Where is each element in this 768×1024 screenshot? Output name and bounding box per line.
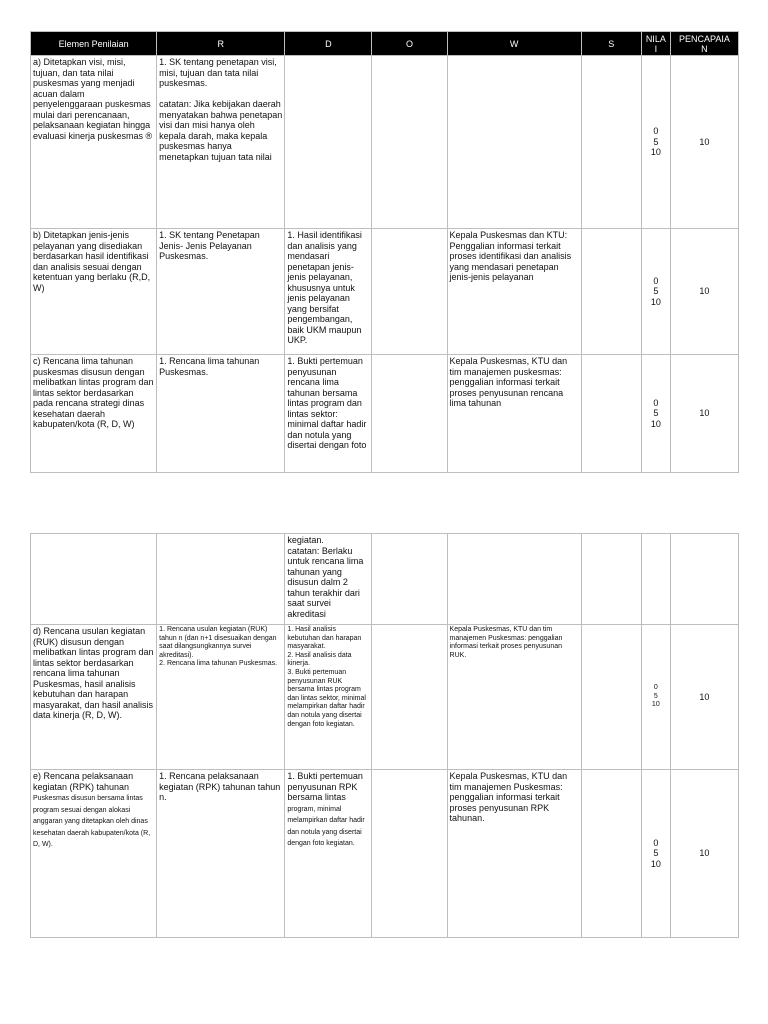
r-cell: 1. SK tentang penetapan visi, misi, tujuan dan tata nilai puskesmas. catatan: Jika kebijakan daerah menyatakan bahwa penetapan visi dan misi hanya oleh kepala darah, maka kepala puskesmas hanya menetapkan tujuan tata nilai bbox=[157, 56, 285, 229]
table-row bbox=[31, 229, 739, 355]
pencapaian-cell: 10 bbox=[670, 770, 738, 938]
pencapaian-cell: 10 bbox=[670, 229, 738, 355]
elemen-cell: c) Rencana lima tahunan puskesmas disusun dengan melibatkan lintas program dan lintas sektor berdasarkan pada rencana strategi dinas kesehatan daerah kabupaten/kota (R, D, W) bbox=[31, 355, 157, 473]
d-cell: 1. Bukti pertemuan penyusunan rencana lima tahunan bersama lintas program dan lintas sektor: minimal daftar hadir dan notula yang disertai dengan foto bbox=[285, 355, 372, 473]
table-row bbox=[31, 56, 739, 229]
s-cell bbox=[581, 355, 641, 473]
r-cell bbox=[157, 534, 285, 625]
d-cell-continued: kegiatan. catatan: Berlaku untuk rencana lima tahunan yang disusun dalm 2 tahun terakhir dari saat survei akreditasi bbox=[285, 534, 372, 625]
w-cell: Kepala Puskesmas, KTU dan tim manajemen Puskesmas: penggalian informasi terkait proses penyusunan RPK tahunan. bbox=[447, 770, 581, 938]
pencapaian-cell: 10 bbox=[670, 625, 738, 770]
w-cell bbox=[447, 534, 581, 625]
s-cell bbox=[581, 625, 641, 770]
s-cell bbox=[581, 56, 641, 229]
s-cell bbox=[581, 534, 641, 625]
table-row bbox=[31, 625, 739, 770]
r-cell: 1. SK tentang Penetapan Jenis- Jenis Pelayanan Puskesmas. bbox=[157, 229, 285, 355]
w-cell: Kepala Puskesmas dan KTU: Penggalian informasi terkait proses identifikasi dan analisis yang mendasari penetapan jenis-jenis pelayanan bbox=[447, 229, 581, 355]
w-cell: Kepala Puskesmas, KTU dan tim manajemen Puskesmas: penggalian informasi terkait proses penyusunan RUK. bbox=[447, 625, 581, 770]
d-text-main: 1. Bukti pertemuan penyusunan RPK bersama lintas bbox=[287, 771, 363, 802]
w-cell bbox=[447, 56, 581, 229]
header-pencapaian: PENCAPAIA N bbox=[670, 32, 738, 56]
header-nilai: NILA I bbox=[641, 32, 670, 56]
pencapaian-cell: 10 bbox=[670, 56, 738, 229]
header-s: S bbox=[581, 32, 641, 56]
s-cell bbox=[581, 229, 641, 355]
d-text-detail: program, minimal melampirkan daftar hadir dan notula yang disertai dengan foto kegiatan. bbox=[287, 805, 365, 848]
header-o: O bbox=[372, 32, 447, 56]
nilai-cell: 0 5 10 bbox=[641, 625, 670, 770]
r-cell: 1. Rencana usulan kegiatan (RUK) tahun n (dan n+1 disesuaikan dengan saat dilangsungkannya survei akreditasi). 2. Rencana lima tahunan Puskesmas. bbox=[157, 625, 285, 770]
w-cell: Kepala Puskesmas, KTU dan tim manajemen puskesmas: penggalian informasi terkait proses penyusunan rencana lima tahunan bbox=[447, 355, 581, 473]
header-row bbox=[31, 32, 739, 56]
o-cell bbox=[372, 534, 447, 625]
o-cell bbox=[372, 625, 447, 770]
assessment-table-part-1 bbox=[30, 31, 739, 473]
elemen-cell: b) Ditetapkan jenis-jenis pelayanan yang disediakan berdasarkan hasil identifikasi dan analisis sesuai dengan ketentuan yang berlaku (R,D, W) bbox=[31, 229, 157, 355]
elemen-cell bbox=[31, 770, 157, 938]
pencapaian-cell: 10 bbox=[670, 355, 738, 473]
d-cell: 1. Hasil identifikasi dan analisis yang mendasari penetapan jenis-jenis pelayanan, khususnya untuk jenis pelayanan yang bersifat pengembangan, baik UKM maupun UKP. bbox=[285, 229, 372, 355]
d-cell bbox=[285, 56, 372, 229]
table-row bbox=[31, 770, 739, 938]
elemen-cell bbox=[31, 534, 157, 625]
nilai-cell: 0 5 10 bbox=[641, 56, 670, 229]
o-cell bbox=[372, 770, 447, 938]
nilai-cell bbox=[641, 534, 670, 625]
continuation-row bbox=[31, 534, 739, 625]
assessment-table-part-2 bbox=[30, 533, 739, 938]
r-cell: 1. Rencana pelaksanaan kegiatan (RPK) tahunan tahun n. bbox=[157, 770, 285, 938]
elemen-cell: d) Rencana usulan kegiatan (RUK) disusun dengan melibatkan lintas program dan lintas sektor berdasarkan rencana lima tahunan Puskesmas, hasil analisis kebutuhan dan harapan masyarakat, dan hasil analisis data kinerja (R, D, W). bbox=[31, 625, 157, 770]
o-cell bbox=[372, 229, 447, 355]
table-row bbox=[31, 355, 739, 473]
nilai-cell: 0 5 10 bbox=[641, 355, 670, 473]
elemen-text-main: e) Rencana pelaksanaan kegiatan (RPK) tahunan bbox=[33, 771, 134, 792]
r-cell: 1. Rencana lima tahunan Puskesmas. bbox=[157, 355, 285, 473]
header-r: R bbox=[157, 32, 285, 56]
o-cell bbox=[372, 56, 447, 229]
nilai-cell: 0 5 10 bbox=[641, 229, 670, 355]
header-elemen: Elemen Penilaian bbox=[31, 32, 157, 56]
o-cell bbox=[372, 355, 447, 473]
pencapaian-cell bbox=[670, 534, 738, 625]
elemen-cell: a) Ditetapkan visi, misi, tujuan, dan tata nilai puskesmas yang menjadi acuan dalam penyelenggaraan puskesmas mulai dari perencanaan, pelaksanaan kegiatan hingga evaluasi kinerja puskesmas ® bbox=[31, 56, 157, 229]
header-w: W bbox=[447, 32, 581, 56]
nilai-cell: 0 5 10 bbox=[641, 770, 670, 938]
d-cell: 1. Hasil analisis kebutuhan dan harapan masyarakat. 2. Hasil analisis data kinerja. 3. Bukti pertemuan penyusunan RUK bersama lintas program dan lintas sektor, minimal melampirkan daftar hadir dan notula yang disertai dengan foto kegiatan. bbox=[285, 625, 372, 770]
elemen-text-detail: Puskesmas disusun bersama lintas program sesuai dengan alokasi anggaran yang ditetapkan oleh dinas kesehatan daerah kabupaten/kota (R, D, W). bbox=[33, 795, 151, 849]
header-d: D bbox=[285, 32, 372, 56]
s-cell bbox=[581, 770, 641, 938]
d-cell bbox=[285, 770, 372, 938]
